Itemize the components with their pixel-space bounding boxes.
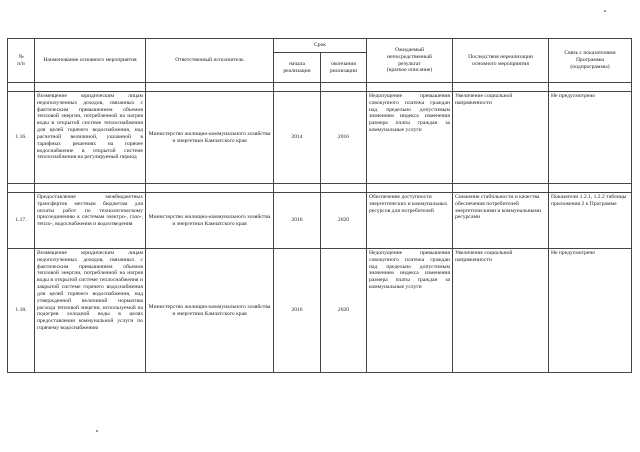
header-number: № п/п [8,39,35,83]
indicator-link: Не предусмотрено [549,92,632,184]
end-year: 2020 [321,249,367,373]
table-row [8,92,632,184]
spacer-row [8,184,632,193]
header-row [8,39,632,53]
consequences: Увеличение социальной напряженности [453,92,549,184]
table-row [8,249,632,373]
executor: Министерство жилищно-коммунального хозяйства и энергетики Камчатского края [146,193,274,249]
row-number: 1.17. [8,193,35,249]
consequences: Снижение стабильности и качества обеспечения потребителей энергетическими и коммунальными ресурсами [453,193,549,249]
end-year: 2016 [321,92,367,184]
indicator-link: Не предусмотрено [549,249,632,373]
expected-result: Обеспечение доступности энергетических и коммунальных ресурсов для потребителей [367,193,453,249]
scan-speck [96,430,98,432]
program-activities-table [7,38,632,373]
header-indicator-link: Связь с показателями Программы (подпрограммы) [549,39,632,83]
spacer-row [8,83,632,92]
header-executor: Ответственный исполнитель [146,39,274,83]
header-start: начала реализации [274,53,321,83]
activity-name: Возмещение юридическим лицам недополученных доходов, связанных с фактическим превышением объемов тепловой энергии, потребленной на нагрев воды в открытой системе теплоснабжения для целей горячего водоснабжения, над расчетной величиной, указанной в тарифных решениях на горячее водоснабжение в открытой системе теплоснабжения на регулируемый период [35,92,146,184]
executor: Министерство жилищно-коммунального хозяйства и энергетики Камчатского края [146,249,274,373]
start-year: 2014 [274,92,321,184]
expected-result: Недопущение превышения совокупного платежа граждан над предельно допустимым значением индекса изменения размера платы граждан за коммунальные услуги [367,249,453,373]
header-consequences: Последствия нереализации основного мероприятия [453,39,549,83]
header-activity-name: Наименование основного мероприятия [35,39,146,83]
executor: Министерство жилищно-коммунального хозяйства и энергетики Камчатского края [146,92,274,184]
activity-name: Предоставление межбюджетных трансфертов местным бюджетам для оплаты работ по технологическому присоединению к системам электро-, газо-, тепло-, водоснабжения и водоотведения [35,193,146,249]
indicator-link: Показатели 1.2.1, 1.2.2 таблицы приложения 2 к Программе [549,193,632,249]
expected-result: Недопущение превышения совокупного платежа граждан над предельно допустимым значением индекса изменения размера платы граждан за коммунальные услуги [367,92,453,184]
table-row [8,193,632,249]
scan-speck [604,10,606,12]
header-term: Срок [274,39,367,53]
end-year: 2020 [321,193,367,249]
consequences: Увеличение социальной напряженности [453,249,549,373]
activity-name: Возмещение юридическим лицам недополученных доходов, связанных с фактическим превышением объемов тепловой энергии, потребленной на нагрев воды в открытой системе теплоснабжения и закрытой системе горячего водоснабжения для целей горячего водоснабжения, над утвержденной величиной норматива расхода тепловой энергии, используемой на подогрев холодной воды в целях предоставления коммунальной услуги по горячему водоснабжению [35,249,146,373]
header-end: окончания реализации [321,53,367,83]
start-year: 2016 [274,249,321,373]
row-number: 1.16. [8,92,35,184]
row-number: 1.18. [8,249,35,373]
start-year: 2016 [274,193,321,249]
header-expected-result: Ожидаемый непосредственный результат (краткое описание) [367,39,453,83]
